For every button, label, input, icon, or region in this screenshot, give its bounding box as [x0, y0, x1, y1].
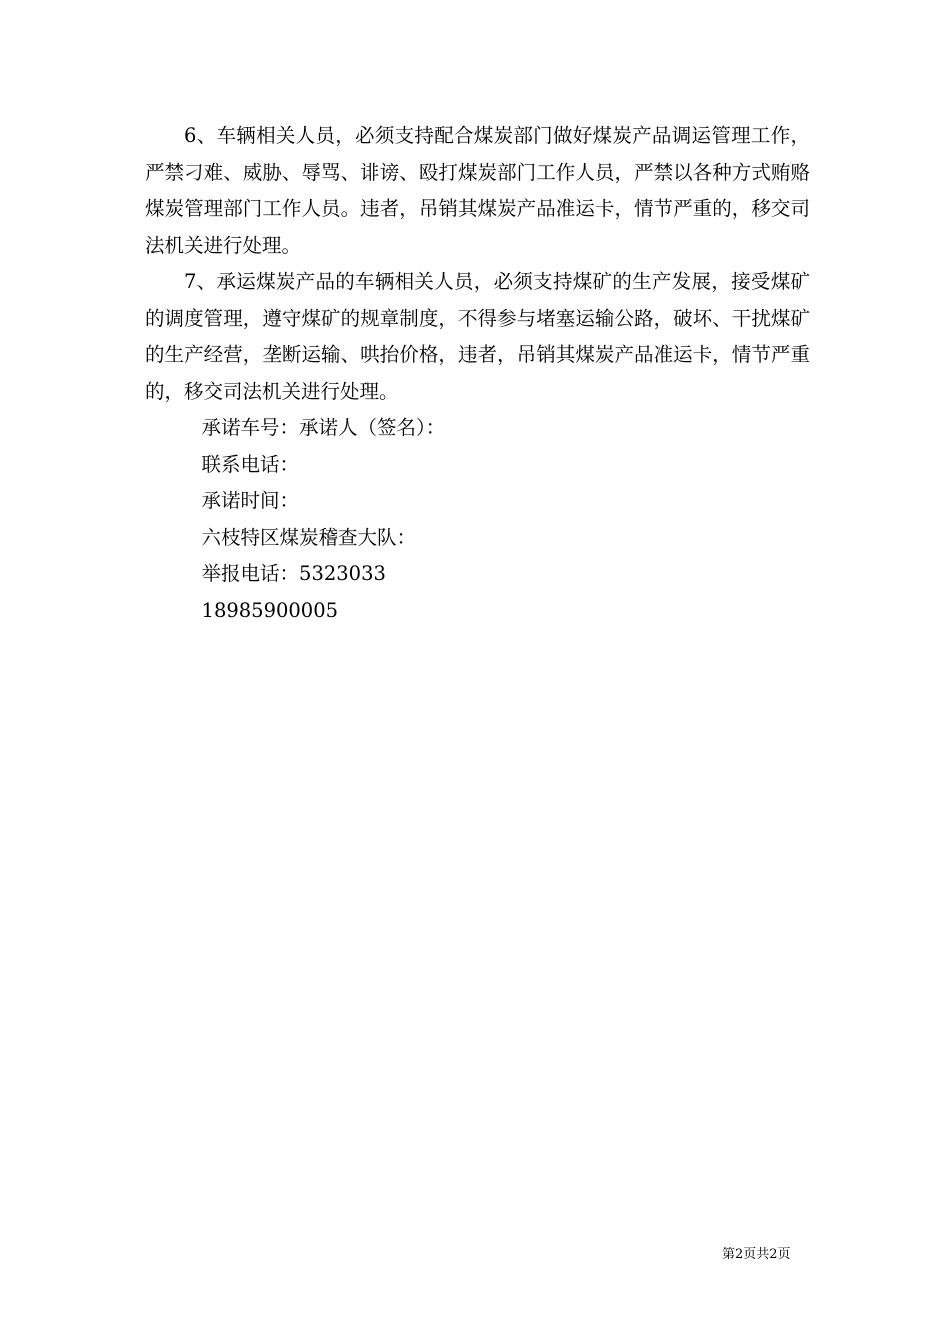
report-phone-line: 举报电话：5323033 — [201, 562, 386, 585]
paragraph-item-6: 6、车辆相关人员，必须支持配合煤炭部门做好煤炭产品调运管理工作，严禁刁难、威胁、辱骂、诽谤、殴打煤炭部门工作人员，严禁以各种方式贿赂煤炭管理部门工作人员。违者，吊销其煤炭产品准运卡，情节严重的，移交司法机关进行处理。 — [145, 124, 810, 257]
document-body — [145, 118, 810, 629]
page-number-footer: 第2页共2页 — [722, 1247, 791, 1262]
contact-phone-line: 联系电话： — [201, 452, 300, 476]
commitment-time-line: 承诺时间： — [201, 489, 300, 512]
report-mobile-line: 18985900005 — [201, 598, 339, 622]
commitment-vehicle-signature-line: 承诺车号：承诺人（签名）： — [201, 416, 446, 439]
paragraph-item-7: 7、承运煤炭产品的车辆相关人员，必须支持煤矿的生产发展，接受煤矿的调度管理，遵守煤矿的规章制度，不得参与堵塞运输公路，破坏、干扰煤矿的生产经营，垄断运输、哄抬价格，违者，吊销其煤炭产品准运卡，情节严重的，移交司法机关进行处理。 — [145, 270, 810, 403]
inspection-brigade-line: 六枝特区煤炭稽查大队： — [201, 525, 417, 549]
